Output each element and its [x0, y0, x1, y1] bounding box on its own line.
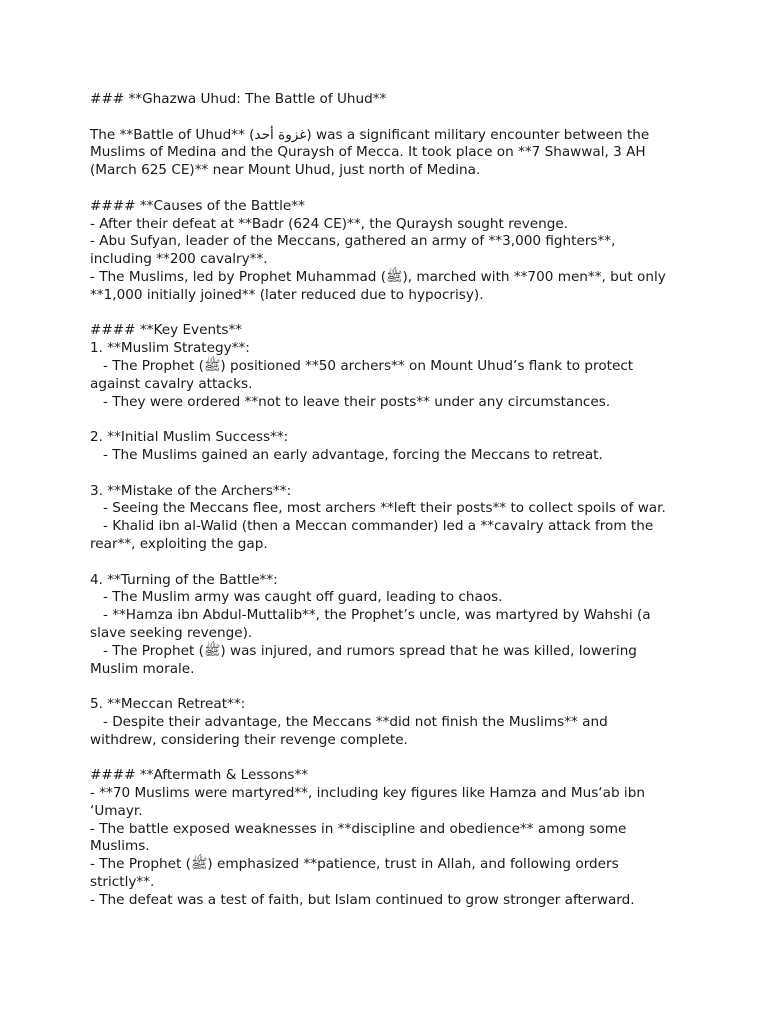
- text-line: withdrew, considering their revenge complete.: [90, 731, 408, 748]
- text-line: against cavalry attacks.: [90, 375, 253, 392]
- bullet-item: - The Muslims, led by Prophet Muhammad (ﷺ), marched with **700 men**, but only: [90, 268, 666, 285]
- section-heading: #### **Key Events**: [90, 322, 243, 339]
- text-line: (March 625 CE)** near Mount Uhud, just north of Medina.: [90, 162, 481, 179]
- blank-line: [90, 465, 690, 483]
- bullet-item: - Despite their advantage, the Meccans **did not finish the Muslims** and: [90, 713, 608, 730]
- text-line: including **200 cavalry**.: [90, 251, 268, 268]
- text-line: rear**, exploiting the gap.: [90, 535, 268, 552]
- bullet-item: - After their defeat at **Badr (624 CE)**, the Quraysh sought revenge.: [90, 215, 569, 232]
- numbered-item: 4. **Turning of the Battle**:: [90, 571, 278, 588]
- blank-line: [90, 554, 690, 572]
- blank-line: [90, 180, 690, 198]
- document-body: [90, 91, 690, 910]
- numbered-item: 5. **Meccan Retreat**:: [90, 696, 246, 713]
- text-line: ‘Umayr.: [90, 802, 143, 819]
- bullet-item: - Seeing the Meccans flee, most archers **left their posts** to collect spoils of war.: [90, 500, 666, 517]
- bullet-item: - They were ordered **not to leave their posts** under any circumstances.: [90, 393, 611, 410]
- blank-line: [90, 749, 690, 767]
- bullet-item: - The Muslims gained an early advantage, forcing the Meccans to retreat.: [90, 446, 603, 463]
- section-heading: #### **Causes of the Battle**: [90, 197, 305, 214]
- blank-line: [90, 109, 690, 127]
- bullet-item: - Khalid ibn al-Walid (then a Meccan commander) led a **cavalry attack from the: [90, 518, 654, 535]
- numbered-item: 1. **Muslim Strategy**:: [90, 340, 250, 357]
- bullet-item: - The Prophet (ﷺ) positioned **50 archers** on Mount Uhud’s flank to protect: [90, 357, 634, 374]
- text-line: Muslims.: [90, 838, 150, 855]
- blank-line: [90, 411, 690, 429]
- bullet-item: - The defeat was a test of faith, but Islam continued to grow stronger afterward.: [90, 891, 635, 908]
- text-line: Muslim morale.: [90, 660, 195, 677]
- bullet-item: - Abu Sufyan, leader of the Meccans, gathered an army of **3,000 fighters**,: [90, 233, 616, 250]
- numbered-item: 2. **Initial Muslim Success**:: [90, 429, 289, 446]
- bullet-item: - **Hamza ibn Abdul-Muttalib**, the Prophet’s uncle, was martyred by Wahshi (a: [90, 607, 651, 624]
- text-line: strictly**.: [90, 874, 155, 891]
- bullet-item: - The Prophet (ﷺ) emphasized **patience, trust in Allah, and following orders: [90, 856, 619, 873]
- text-line: Muslims of Medina and the Quraysh of Mecca. It took place on **7 Shawwal, 3 AH: [90, 144, 646, 161]
- text-line: The **Battle of Uhud** (غزوة أحد) was a significant military encounter between the: [90, 126, 650, 143]
- blank-line: [90, 305, 690, 323]
- bullet-item: - The Muslim army was caught off guard, leading to chaos.: [90, 589, 503, 606]
- bullet-item: - The battle exposed weaknesses in **discipline and obedience** among some: [90, 820, 627, 837]
- blank-line: [90, 678, 690, 696]
- section-heading: #### **Aftermath & Lessons**: [90, 767, 309, 784]
- text-line: slave seeking revenge).: [90, 624, 253, 641]
- document-title: ### **Ghazwa Uhud: The Battle of Uhud**: [90, 91, 387, 107]
- bullet-item: - The Prophet (ﷺ) was injured, and rumors spread that he was killed, lowering: [90, 642, 637, 659]
- text-line: **1,000 initially joined** (later reduced due to hypocrisy).: [90, 286, 484, 303]
- bullet-item: - **70 Muslims were martyred**, including key figures like Hamza and Mus‘ab ibn: [90, 785, 645, 802]
- numbered-item: 3. **Mistake of the Archers**:: [90, 482, 292, 499]
